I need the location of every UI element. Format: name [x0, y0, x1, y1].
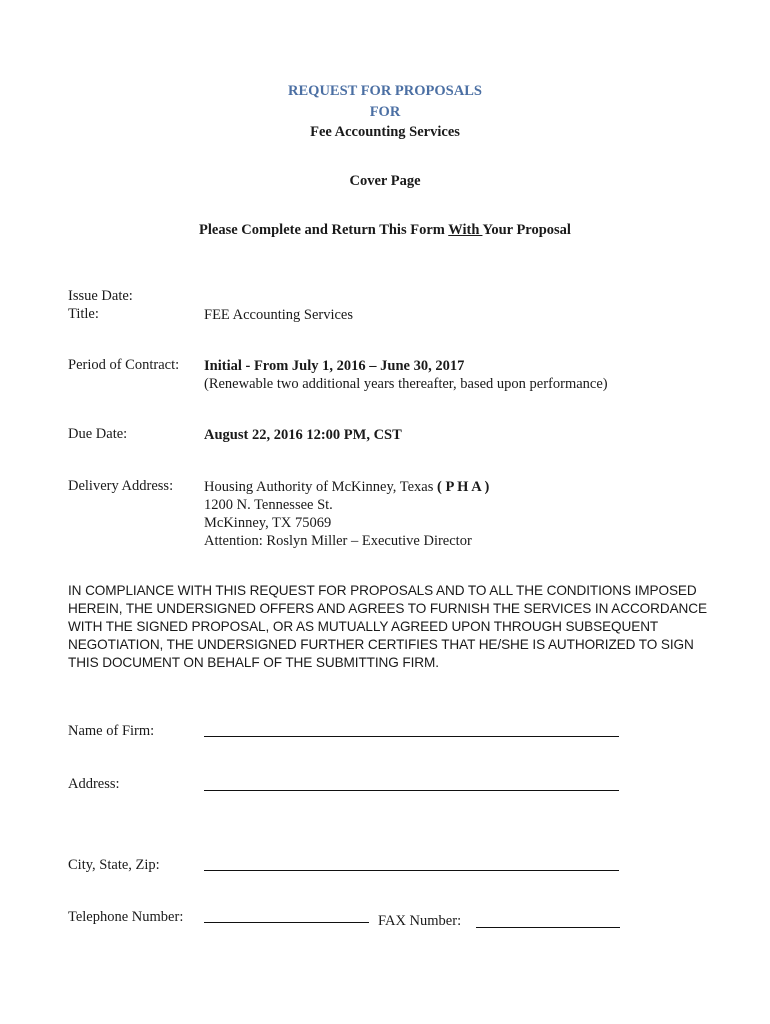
delivery-label: Delivery Address:	[68, 478, 174, 494]
rfp-title: REQUEST FOR PROPOSALS	[288, 83, 482, 99]
delivery-line-4: Attention: Roslyn Miller – Executive Director	[204, 533, 472, 549]
address-label: Address:	[68, 776, 120, 792]
city-state-zip-label: City, State, Zip:	[68, 857, 160, 873]
delivery-pha: ( P H A )	[433, 479, 490, 495]
fax-field[interactable]	[476, 927, 620, 928]
delivery-line-1	[204, 478, 489, 496]
title-value: FEE Accounting Services	[204, 307, 354, 323]
delivery-address	[204, 478, 489, 550]
due-date-value: August 22, 2016 12:00 PM, CST	[204, 427, 402, 443]
instruction-pre: Please Complete and Return This Form	[199, 222, 449, 238]
firm-name-field[interactable]	[204, 736, 619, 737]
delivery-line-3: McKinney, TX 75069	[204, 515, 332, 531]
period-block	[204, 357, 608, 393]
delivery-line-2: 1200 N. Tennessee St.	[204, 497, 333, 513]
due-date-label: Due Date:	[68, 426, 128, 442]
cover-page-heading: Cover Page	[349, 173, 421, 189]
period-value: Initial - From July 1, 2016 – June 30, 2017	[204, 358, 465, 374]
delivery-org: Housing Authority of McKinney, Texas	[204, 479, 434, 495]
compliance-paragraph: IN COMPLIANCE WITH THIS REQUEST FOR PROPOSALS AND TO ALL THE CONDITIONS IMPOSED HEREIN, THE UNDERSIGNED OFFERS AND AGREES TO FURNISH THE SERVICES IN ACCORDANCE WITH THE SIGNED PROPOSAL, OR AS MUTUALLY AGREED UPON THROUGH SUBSEQUENT NEGOTIATION, THE UNDERSIGNED FURTHER CERTIFIES THAT HE/SHE IS AUTHORIZED TO SIGN THIS DOCUMENT ON BEHALF OF THE SUBMITTING FIRM.	[68, 583, 707, 670]
firm-name-label: Name of Firm:	[68, 723, 155, 739]
telephone-field[interactable]	[204, 922, 369, 923]
title-label: Title:	[68, 306, 99, 322]
city-state-zip-field[interactable]	[204, 870, 619, 871]
address-field[interactable]	[204, 790, 619, 791]
instruction-post: Your Proposal	[482, 222, 571, 238]
telephone-label: Telephone Number:	[68, 909, 184, 925]
issue-date-label: Issue Date:	[68, 288, 133, 304]
instruction-with: With	[448, 222, 483, 238]
fax-label: FAX Number:	[378, 913, 462, 929]
period-label: Period of Contract:	[68, 357, 180, 373]
rfp-subject: Fee Accounting Services	[310, 124, 460, 140]
rfp-for: FOR	[369, 104, 401, 120]
period-note: (Renewable two additional years thereafter, based upon performance)	[204, 376, 608, 392]
instruction-line	[0, 222, 770, 239]
